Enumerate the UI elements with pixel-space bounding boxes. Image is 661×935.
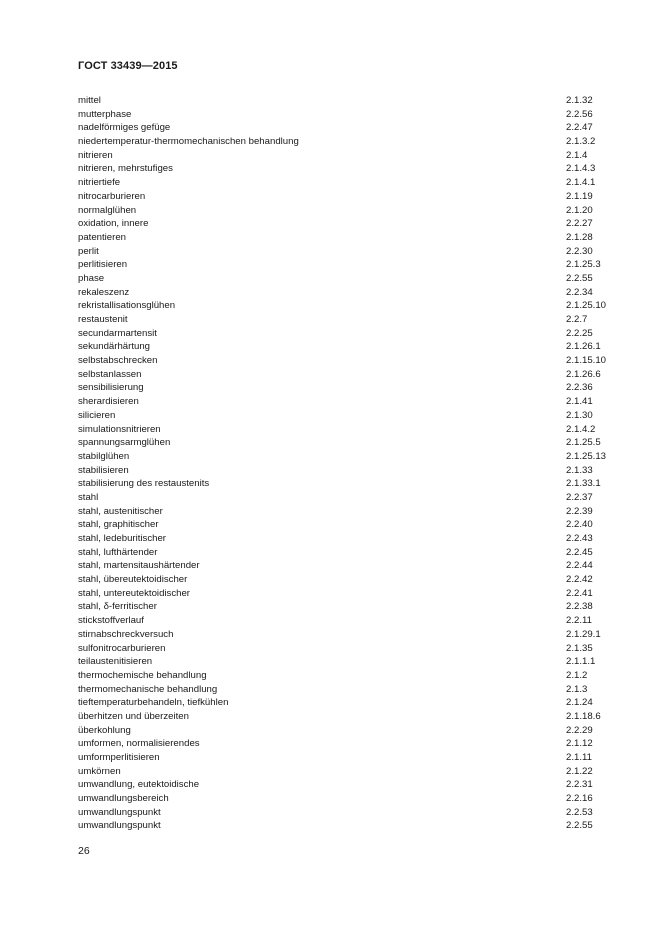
index-reference: 2.1.25.3 bbox=[566, 259, 601, 271]
index-term: überkohlung bbox=[78, 724, 131, 736]
index-reference: 2.1.3 bbox=[566, 683, 588, 695]
index-entry bbox=[78, 299, 623, 313]
index-entry bbox=[78, 176, 623, 190]
index-reference: 2.2.43 bbox=[566, 533, 593, 544]
index-entry bbox=[78, 217, 623, 231]
index-entry bbox=[78, 806, 623, 820]
index-term: nitriertiefe bbox=[78, 177, 121, 189]
index-reference: 2.1.15.10 bbox=[566, 355, 607, 367]
index-entry bbox=[78, 340, 623, 354]
index-reference: 2.1.4 bbox=[566, 149, 588, 161]
index-term: stahl bbox=[78, 491, 99, 503]
index-term: stahl, graphitischer bbox=[78, 519, 159, 531]
index-entry bbox=[78, 395, 623, 409]
index-reference: 2.2.39 bbox=[566, 505, 593, 517]
index-reference: 2.2.30 bbox=[566, 245, 593, 257]
index-term: stirnabschreckversuch bbox=[78, 628, 174, 640]
index-term: umwandlungspunkt bbox=[78, 820, 161, 832]
index-entry bbox=[78, 628, 623, 642]
index-reference: 2.2.11 bbox=[566, 615, 592, 627]
index-reference: 2.1.25.10 bbox=[566, 300, 607, 312]
index-term: stahl, ledeburitischer bbox=[78, 533, 166, 544]
index-term: nitrieren, mehrstufiges bbox=[78, 163, 173, 175]
index-entry bbox=[78, 190, 623, 204]
index-entry bbox=[78, 573, 623, 587]
index-entry bbox=[78, 778, 623, 792]
index-entry bbox=[78, 669, 623, 683]
index-term: sherardisieren bbox=[78, 396, 139, 408]
index-term: simulationsnitrieren bbox=[78, 423, 161, 435]
index-reference: 2.1.33 bbox=[566, 464, 593, 476]
index-entry bbox=[78, 518, 623, 532]
index-reference: 2.1.1.1 bbox=[566, 656, 596, 668]
index-entry bbox=[78, 450, 623, 464]
term-index-list bbox=[78, 94, 623, 833]
index-term: phase bbox=[78, 272, 105, 284]
index-term: stahl, übereutektoidischer bbox=[78, 574, 188, 586]
index-entry bbox=[78, 614, 623, 628]
index-term: umwandlungsbereich bbox=[78, 793, 169, 805]
index-reference: 2.2.47 bbox=[566, 122, 593, 134]
index-entry bbox=[78, 313, 623, 327]
index-term: secundarmartensit bbox=[78, 327, 157, 339]
index-term: teilaustenitisieren bbox=[78, 656, 153, 668]
index-term: stickstoffverlauf bbox=[78, 615, 144, 627]
index-term: thermochemische behandlung bbox=[78, 669, 207, 681]
index-entry bbox=[78, 819, 623, 833]
index-term: nadelförmiges gefüge bbox=[78, 122, 171, 134]
index-entry bbox=[78, 464, 623, 478]
index-entry bbox=[78, 409, 623, 423]
index-reference: 2.1.4.3 bbox=[566, 163, 596, 175]
index-entry bbox=[78, 135, 623, 149]
index-reference: 2.1.33.1 bbox=[566, 478, 601, 490]
index-reference: 2.2.40 bbox=[566, 519, 593, 531]
index-term: perlit bbox=[78, 245, 99, 257]
index-entry bbox=[78, 724, 623, 738]
index-reference: 2.1.28 bbox=[566, 231, 593, 243]
index-reference: 2.2.25 bbox=[566, 327, 593, 339]
index-term: sulfonitrocarburieren bbox=[78, 642, 166, 654]
index-term: stahl, δ-ferritischer bbox=[78, 601, 157, 613]
index-term: stahl, lufthärtender bbox=[78, 546, 158, 558]
index-reference: 2.2.44 bbox=[566, 560, 593, 572]
index-entry bbox=[78, 696, 623, 710]
index-reference: 2.1.25.5 bbox=[566, 437, 601, 449]
index-entry bbox=[78, 765, 623, 779]
index-entry bbox=[78, 272, 623, 286]
index-reference: 2.2.27 bbox=[566, 218, 593, 230]
index-term: nitrieren bbox=[78, 149, 113, 161]
index-reference: 2.2.41 bbox=[566, 587, 593, 599]
index-term: thermomechanische behandlung bbox=[78, 683, 218, 695]
index-reference: 2.2.45 bbox=[566, 546, 593, 558]
index-term: perlitisieren bbox=[78, 259, 128, 271]
index-reference: 2.1.22 bbox=[566, 765, 593, 777]
index-entry bbox=[78, 327, 623, 341]
index-entry bbox=[78, 381, 623, 395]
index-term: umwandlungspunkt bbox=[78, 806, 161, 818]
index-term: rekaleszenz bbox=[78, 286, 130, 298]
index-term: umwandlung, eutektoidische bbox=[78, 779, 200, 791]
index-reference: 2.1.29.1 bbox=[566, 628, 601, 640]
index-entry bbox=[78, 792, 623, 806]
index-reference: 2.2.36 bbox=[566, 382, 593, 394]
index-term: stabilisierung des restaustenits bbox=[78, 478, 210, 490]
index-entry bbox=[78, 354, 623, 368]
index-term: mittel bbox=[78, 95, 101, 106]
index-term: sekundärhärtung bbox=[78, 341, 151, 353]
index-term: sensibilisierung bbox=[78, 382, 144, 394]
index-entry bbox=[78, 655, 623, 669]
index-term: stahl, martensitaushärtender bbox=[78, 560, 200, 572]
index-term: silicieren bbox=[78, 409, 116, 421]
index-entry bbox=[78, 245, 623, 259]
index-entry bbox=[78, 149, 623, 163]
index-reference: 2.2.16 bbox=[566, 793, 593, 805]
index-reference: 2.2.29 bbox=[566, 724, 593, 736]
index-reference: 2.1.18.6 bbox=[566, 710, 601, 722]
index-entry bbox=[78, 94, 623, 108]
index-term: stahl, austenitischer bbox=[78, 505, 163, 517]
index-entry bbox=[78, 368, 623, 382]
index-reference: 2.2.55 bbox=[566, 820, 593, 832]
index-reference: 2.2.56 bbox=[566, 108, 593, 120]
index-entry bbox=[78, 683, 623, 697]
index-reference: 2.1.26.1 bbox=[566, 341, 601, 353]
index-term: umkörnen bbox=[78, 765, 121, 777]
index-reference: 2.1.2 bbox=[566, 669, 588, 681]
index-reference: 2.2.7 bbox=[566, 314, 588, 325]
index-reference: 2.1.35 bbox=[566, 642, 593, 654]
index-entry bbox=[78, 491, 623, 505]
index-term: selbstanlassen bbox=[78, 368, 142, 380]
index-reference: 2.1.32 bbox=[566, 95, 593, 106]
index-term: spannungsarmglühen bbox=[78, 437, 171, 449]
index-entry bbox=[78, 546, 623, 560]
index-term: mutterphase bbox=[78, 108, 132, 120]
index-reference: 2.2.53 bbox=[566, 806, 593, 818]
index-reference: 2.1.12 bbox=[566, 738, 593, 750]
index-reference: 2.1.11 bbox=[566, 752, 592, 763]
index-reference: 2.1.4.2 bbox=[566, 423, 596, 435]
index-term: restaustenit bbox=[78, 314, 128, 325]
index-entry bbox=[78, 108, 623, 122]
index-reference: 2.1.26.6 bbox=[566, 368, 601, 380]
index-term: stahl, untereutektoidischer bbox=[78, 587, 190, 599]
index-entry bbox=[78, 642, 623, 656]
index-term: rekristallisationsglühen bbox=[78, 300, 176, 312]
index-entry bbox=[78, 162, 623, 176]
index-entry bbox=[78, 587, 623, 601]
index-reference: 2.1.4.1 bbox=[566, 177, 596, 189]
index-reference: 2.1.30 bbox=[566, 409, 593, 421]
index-reference: 2.2.31 bbox=[566, 779, 593, 791]
index-reference: 2.1.20 bbox=[566, 204, 593, 216]
page-number: 26 bbox=[78, 845, 90, 857]
index-entry bbox=[78, 258, 623, 272]
index-term: stabilglühen bbox=[78, 450, 130, 462]
index-reference: 2.1.41 bbox=[566, 396, 593, 408]
index-entry bbox=[78, 204, 623, 218]
index-reference: 2.1.24 bbox=[566, 697, 593, 709]
index-reference: 2.2.55 bbox=[566, 272, 593, 284]
index-term: selbstabschrecken bbox=[78, 355, 158, 367]
index-reference: 2.1.25.13 bbox=[566, 450, 607, 462]
index-entry bbox=[78, 710, 623, 724]
index-term: umformen, normalisierendes bbox=[78, 738, 200, 750]
index-entry bbox=[78, 286, 623, 300]
index-term: oxidation, innere bbox=[78, 218, 149, 230]
index-entry bbox=[78, 505, 623, 519]
index-term: stabilisieren bbox=[78, 464, 129, 476]
index-entry bbox=[78, 600, 623, 614]
index-reference: 2.1.19 bbox=[566, 190, 593, 202]
index-reference: 2.2.42 bbox=[566, 574, 593, 586]
document-header: ГОСТ 33439—2015 bbox=[78, 60, 178, 72]
index-entry bbox=[78, 121, 623, 135]
index-entry bbox=[78, 477, 623, 491]
index-reference: 2.2.37 bbox=[566, 491, 593, 503]
index-entry bbox=[78, 559, 623, 573]
index-term: überhitzen und überzeiten bbox=[78, 710, 189, 722]
index-term: umformperlitisieren bbox=[78, 752, 160, 763]
index-term: tieftemperaturbehandeln, tiefkühlen bbox=[78, 697, 229, 709]
index-reference: 2.2.34 bbox=[566, 286, 593, 298]
index-entry bbox=[78, 423, 623, 437]
index-reference: 2.2.38 bbox=[566, 601, 593, 613]
index-term: niedertemperatur-thermomechanischen behandlung bbox=[78, 136, 299, 148]
index-entry bbox=[78, 436, 623, 450]
index-reference: 2.1.3.2 bbox=[566, 136, 596, 148]
index-entry bbox=[78, 231, 623, 245]
index-entry bbox=[78, 737, 623, 751]
index-term: patentieren bbox=[78, 231, 127, 243]
index-term: normalglühen bbox=[78, 204, 137, 216]
index-entry bbox=[78, 532, 623, 546]
index-entry bbox=[78, 751, 623, 765]
index-term: nitrocarburieren bbox=[78, 190, 146, 202]
